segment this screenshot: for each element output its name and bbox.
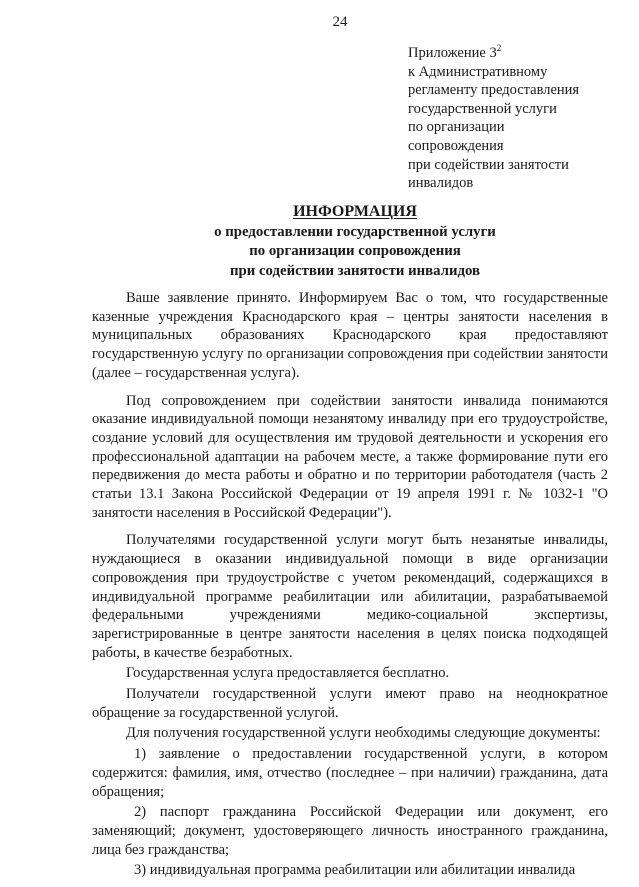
appendix-line xyxy=(408,44,633,63)
list-item-passport: 2) паспорт гражданина Российской Федерации или документ, его заменяющий; документ, удостоверяющего личность иностранного гражданина, лица без гражданства; xyxy=(92,804,608,858)
appendix-line: по организации xyxy=(408,119,505,136)
appendix-line: инвалидов xyxy=(408,175,474,192)
title-line: о предоставлении государственной услуги xyxy=(214,223,496,240)
paragraph-recipients: Получателями государственной услуги могут быть незанятые инвалиды, нуждающиеся в оказании индивидуальной помощи в виде организации сопровождения при трудоустройстве с учетом рекомендаций, содержащихся в индивидуальной программе реабилитации или абилитации, разрабатываемой федеральными учреждениями медико-социальной экспертизы, зарегистрированные в центре занятости населения в целях поиска подходящей работы, в качестве безработных. xyxy=(92,532,608,661)
list-item-rehab-program: 3) индивидуальная программа реабилитации или абилитации инвалида xyxy=(134,862,576,879)
appendix-line: регламенту предоставления xyxy=(408,82,580,99)
title-main: ИНФОРМАЦИЯ xyxy=(293,203,417,220)
title-line: по организации сопровождения xyxy=(249,243,461,260)
page-number: 24 xyxy=(332,14,348,30)
document-body xyxy=(92,289,608,880)
appendix-line: сопровождения xyxy=(408,137,504,154)
paragraph-repeat-request: Получатели государственной услуги имеют право на неоднократное обращение за государственной услугой. xyxy=(92,686,608,721)
paragraph-documents-required: Для получения государственной услуги необходимы следующие документы: xyxy=(126,725,601,742)
paragraph-free-service: Государственная услуга предоставляется бесплатно. xyxy=(126,665,450,682)
appendix-line: к Административному xyxy=(408,63,548,80)
appendix-line: государственной услуги xyxy=(408,100,557,117)
document-title xyxy=(90,202,620,281)
appendix-block xyxy=(408,44,633,193)
appendix-label: Приложение 3 xyxy=(408,45,497,61)
list-item-application: 1) заявление о предоставлении государственной услуги, в котором содержится: фамилия, имя, отчество (последнее – при наличии) гражданина, дата обращения; xyxy=(92,746,608,800)
paragraph-support-definition: Под сопровождением при содействии занятости инвалида понимаются оказание индивидуальной помощи незанятому инвалиду при его трудоустройстве, создание условий для осуществления им трудовой деятельности и ускорения его профессиональной адаптации на рабочем месте, а также формирование пути его передвижения до места работы и обратно и по территории работодателя (часть 2 статьи 13.1 Закона Российской Федерации от 19 апреля 1991 г. № 1032-1 "О занятости населения в Российской Федерации"). xyxy=(92,392,608,521)
appendix-superscript: 2 xyxy=(496,43,502,53)
title-line: при содействии занятости инвалидов xyxy=(230,262,480,279)
paragraph-application-accepted: Ваше заявление принято. Информируем Вас о том, что государственные казенные учреждения Краснодарского края – центры занятости населения в муниципальных образованиях Краснодарского края предоставляют государственную услугу по организации сопровождения при содействии занятости (далее – государственная услуга). xyxy=(92,290,608,381)
appendix-line: при содействии занятости xyxy=(408,156,569,173)
